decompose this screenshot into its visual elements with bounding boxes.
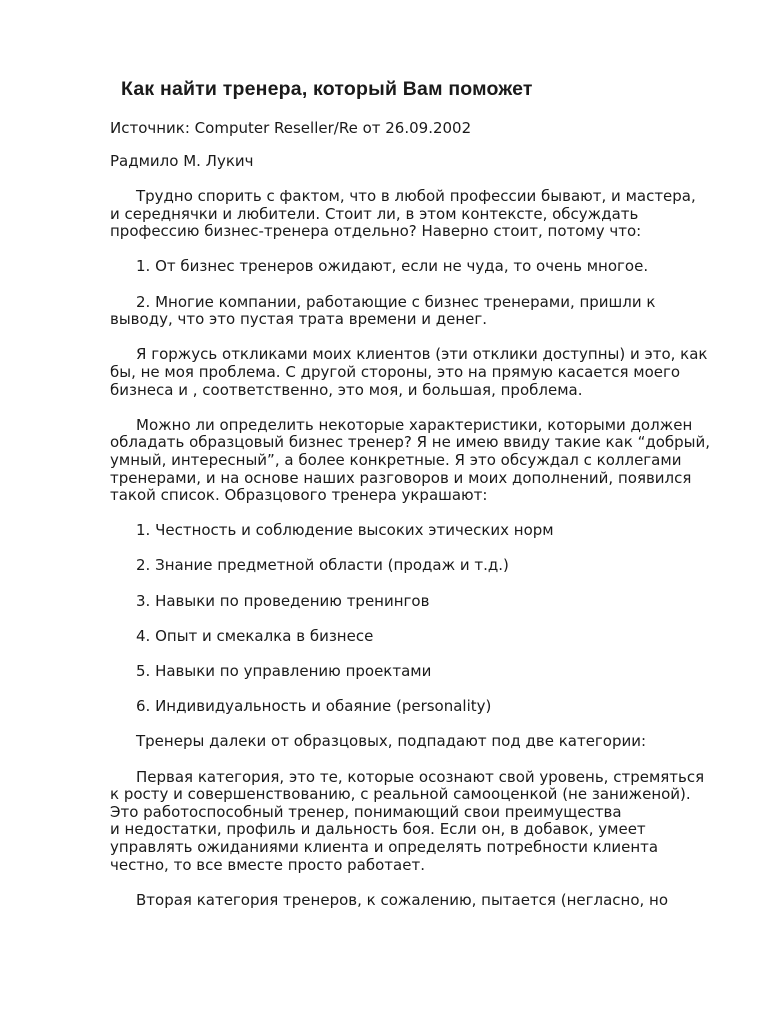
list-item: 2. Знание предметной области (продаж и т.д.)	[136, 556, 509, 575]
list-item: 3. Навыки по проведению тренингов	[136, 591, 430, 610]
list-item: 4. Опыт и смекалка в бизнесе	[136, 626, 374, 645]
document-body	[110, 188, 710, 927]
list-item: 1. От бизнес тренеров ожидают, если не чуда, то очень многое.	[136, 257, 649, 276]
paragraph-continuation: и недостатки, профиль и дальность боя. Если он, в добавок, умеет управлять ожиданиями клиента и определять потребности клиента честно, то все вместе просто работает.	[110, 820, 659, 874]
list-item: 5. Навыки по управлению проектами	[136, 662, 432, 681]
paragraph: Вторая категория тренеров, к сожалению, пытается (негласно, но	[136, 890, 669, 909]
author-name: Радмило М. Лукич	[110, 152, 254, 170]
list-item: 1. Честность и соблюдение высоких этических норм	[136, 521, 554, 540]
paragraph: Я горжусь откликами моих клиентов (эти отклики доступны) и это, как бы, не моя проблема. С другой стороны, это на прямую касается моего бизнеса и , соответственно, это моя, и большая, проблема.	[110, 345, 708, 399]
paragraph: Можно ли определить некоторые характеристики, которыми должен обладать образцовый бизнес тренер? Я не имею ввиду такие как “добрый, умный, интересный”, а более конкретные. Я это обсуждал с коллегами тренерами, и на основе наших разговоров и моих дополнений, появился такой список. Образцового тренера украшают:	[110, 415, 711, 505]
document-title: Как найти тренера, который Вам поможет	[121, 78, 533, 100]
paragraph: Первая категория, это те, которые осознают свой уровень, стремяться к росту и совершенствованию, с реальной самооценкой (не заниженой). Это работоспособный тренер, понимающий свои преимущества	[110, 767, 705, 821]
paragraph-intro: Трудно спорить с фактом, что в любой профессии бывают, и мастера, и середнячки и любители. Стоит ли, в этом контексте, обсуждать профессию бизнес-тренера отдельно? Наверно стоит, потому что:	[110, 187, 696, 241]
list-item: 2. Многие компании, работающие с бизнес тренерами, пришли к выводу, что это пустая трата времени и денег.	[110, 292, 656, 329]
list-item: 6. Индивидуальность и обаяние (personality)	[136, 697, 492, 716]
paragraph: Тренеры далеки от образцовых, подпадают под две категории:	[136, 732, 647, 751]
source-line: Источник: Computer Reseller/Re от 26.09.2002	[110, 119, 472, 137]
